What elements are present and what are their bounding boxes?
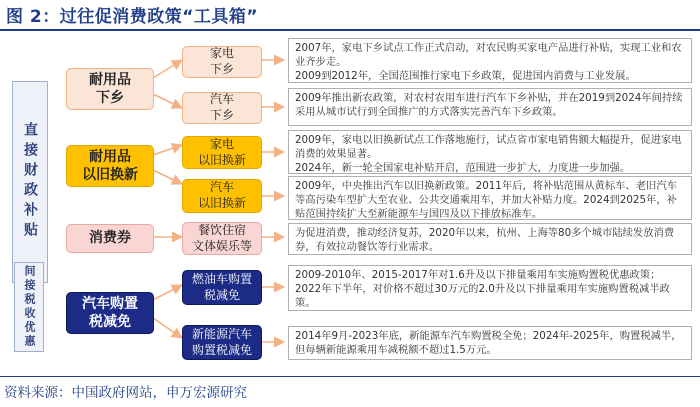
sub-dining-culture: 餐饮住宿 文体娱乐等 — [182, 222, 262, 255]
footer-divider — [0, 376, 700, 377]
arrow-tax-fuel — [153, 285, 182, 300]
category-purchase-tax: 汽车购置 税减免 — [66, 292, 154, 334]
arrow-countryside-appliance — [153, 60, 182, 78]
title-divider — [0, 29, 700, 31]
sidebar-direct-subsidy — [12, 81, 48, 283]
desc-nev — [288, 326, 692, 360]
desc-auto-tradein — [288, 176, 692, 220]
desc-text: 2009年，家电以旧换新试点工作落地施行，试点省市家电销售额大幅提升，促进家电消费的效果显著。 — [295, 134, 682, 160]
sidebar-direct-label: 直接财政补贴 — [22, 122, 38, 242]
arrow-tradein-auto — [153, 170, 182, 184]
desc-text: 2009到2012年，全国范围推行家电下乡政策，促进国内消费与工业发展。 — [295, 70, 636, 82]
source-note: 资料来源：中国政府网站，申万宏源研究 — [4, 385, 247, 401]
arrow-countryside-auto — [153, 94, 182, 108]
sub-fuel-vehicle: 燃油车购置 税减免 — [182, 270, 262, 305]
category-durable-countryside: 耐用品 下乡 — [66, 68, 154, 110]
desc-vouchers — [288, 223, 692, 255]
category-vouchers: 消费券 — [66, 224, 154, 253]
desc-text: 2009-2010年、2015-2017年对1.6升及以下排量乘用车实施购置税优惠政策；2022年下半年，对价格不超过30万元的2.0升及以下排量乘用车实施购置税减半政策。 — [295, 269, 670, 309]
sidebar-indirect-tax — [14, 262, 44, 352]
sub-appliance-countryside: 家电 下乡 — [182, 46, 262, 78]
sub-appliance-tradein: 家电 以旧换新 — [182, 136, 262, 169]
category-durable-tradein: 耐用品 以旧换新 — [66, 145, 154, 187]
sub-nev: 新能源汽车 购置税减免 — [182, 325, 262, 360]
desc-text: 2009年推出新农政策，对农村农用车进行汽车下乡补贴，并在2019到2024年间持续采用从城市试行到全国推广的方式落实完善汽车下乡政策。 — [295, 92, 683, 118]
sub-auto-countryside: 汽车 下乡 — [182, 92, 262, 124]
desc-text: 为促进消费，推动经济复苏，2020年以来，杭州、上海等80多个城市陆续发放消费券，有效拉动餐饮等行业需求。 — [295, 227, 675, 253]
sidebar-indirect-label: 间接税收优惠 — [23, 265, 36, 349]
desc-text: 2007年，家电下乡试点工作正式启动，对农民购买家电产品进行补贴，实现工业和农业齐步走。 — [295, 42, 682, 68]
sub-auto-tradein: 汽车 以旧换新 — [182, 179, 262, 213]
arrow-tax-nev — [153, 318, 182, 338]
desc-fuel-vehicle — [288, 265, 692, 311]
desc-appliance-countryside — [288, 38, 692, 83]
figure-title: 图 2：过往促消费政策“工具箱” — [6, 7, 259, 27]
arrow-tradein-appliance — [153, 145, 182, 155]
desc-text: 2009年，中央推出汽车以旧换新政策。2011年后，将补贴范围从黄标车、老旧汽车等高污染车型扩大至农业、公共交通乘用车，并加大补贴力度。2024到2025年，补贴范围持续扩大至新能源车与国四及以下排放标准车。 — [295, 180, 677, 220]
desc-auto-countryside — [288, 88, 692, 126]
desc-text: 2014年9月-2023年底，新能源车汽车购置税全免；2024年-2025年，购置税减半，但每辆新能源乘用车减税额不超过1.5万元。 — [295, 330, 682, 356]
desc-appliance-tradein — [288, 130, 692, 174]
desc-text: 2024年，新一轮全国家电补贴开启，范围进一步扩大，力度进一步加强。 — [295, 162, 631, 174]
